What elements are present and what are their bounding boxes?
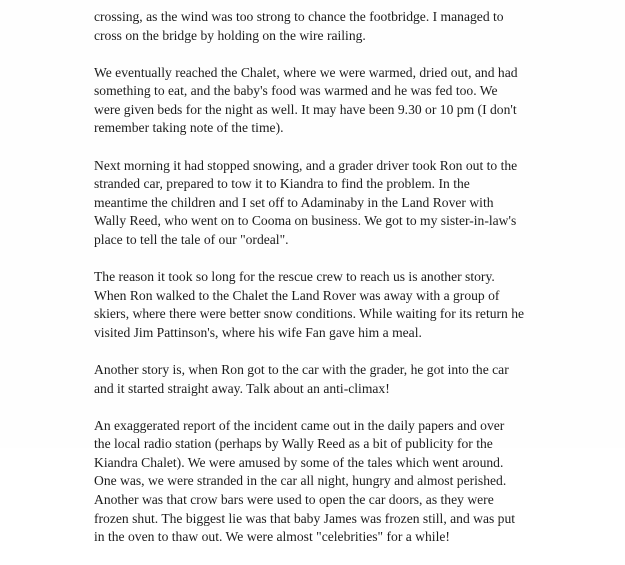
text-line: crossing, as the wind was too strong to chance the footbridge. I managed to (94, 9, 504, 24)
text-line: in the oven to thaw out. We were almost "celebrities" for a while! (94, 529, 450, 545)
text-line: visited Jim Pattinson's, where his wife Fan gave him a meal. (94, 324, 422, 340)
text-line: One was, we were stranded in the car all night, hungry and almost perished. (94, 473, 507, 489)
text-line: remember taking note of the time). (94, 120, 284, 136)
text-line: and it started straight away. Talk about an anti-climax! (94, 380, 390, 396)
paragraph-3 (94, 157, 624, 250)
text-line: We eventually reached the Chalet, where we were warmed, dried out, and had (94, 64, 518, 80)
text-line: Next morning it had stopped snowing, and a grader driver took Ron out to the (94, 157, 518, 173)
text-line: stranded car, prepared to tow it to Kiandra to find the problem. In the (94, 176, 470, 192)
text-line: the local radio station (perhaps by Wally Reed as a bit of publicity for the (94, 436, 493, 452)
paragraph-1 (94, 8, 624, 45)
paragraph-5 (94, 361, 624, 398)
text-line: cross on the bridge by holding on the wire railing. (94, 27, 366, 43)
text-line: meantime the children and I set off to Adaminaby in the Land Rover with (94, 194, 494, 210)
text-line: were given beds for the night as well. It may have been 9.30 or 10 pm (I don't (94, 101, 517, 117)
text-line: Another was that crow bars were used to open the car doors, as they were (94, 491, 494, 507)
text-line: place to tell the tale of our "ordeal". (94, 231, 289, 247)
text-line: Wally Reed, who went on to Cooma on business. We got to my sister-in-law's (94, 213, 517, 229)
text-line: frozen shut. The biggest lie was that baby James was frozen still, and was put (94, 510, 516, 526)
paragraph-2 (94, 64, 624, 138)
text-line: The reason it took so long for the rescue crew to reach us is another story. (94, 269, 495, 285)
text-line: Kiandra Chalet). We were amused by some of the tales which went around. (94, 454, 504, 470)
text-line: something to eat, and the baby's food was warmed and he was fed too. We (94, 83, 498, 99)
paragraph-4 (94, 268, 624, 342)
document-body (94, 8, 624, 565)
text-line: skiers, where there were better snow conditions. While waiting for its return he (94, 306, 525, 322)
text-line: When Ron walked to the Chalet the Land Rover was away with a group of (94, 287, 500, 303)
text-line: An exaggerated report of the incident came out in the daily papers and over (94, 417, 505, 433)
paragraph-6 (94, 417, 624, 547)
text-line: Another story is, when Ron got to the car with the grader, he got into the car (94, 361, 509, 377)
